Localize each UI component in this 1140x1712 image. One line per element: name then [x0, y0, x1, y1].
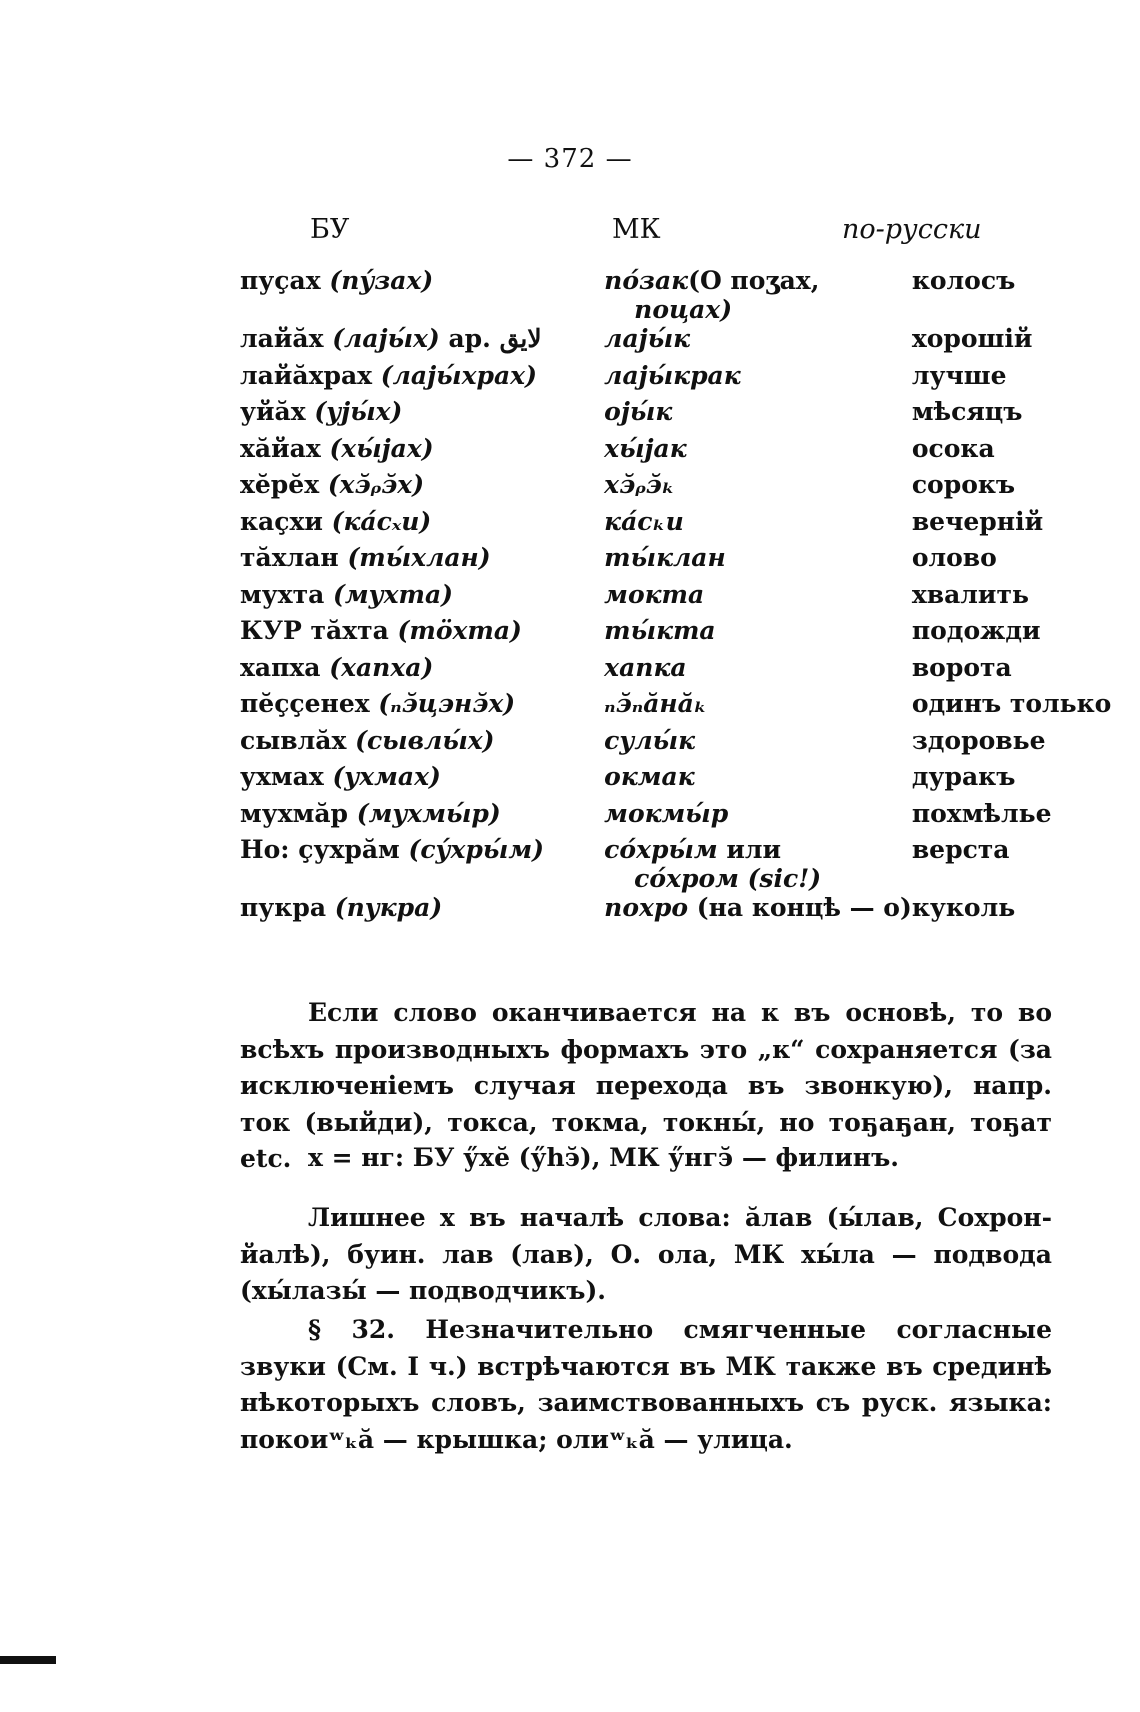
- table-row: [240, 507, 1140, 544]
- cell-russian: вечерній: [911, 506, 1044, 536]
- table-row: [240, 653, 1140, 690]
- mk-word: хапка: [604, 652, 687, 682]
- mk-word: похро: [604, 893, 689, 922]
- cell-russian: хорошій: [911, 324, 1033, 353]
- cell-russian: верста: [911, 835, 1010, 864]
- mk-note: или: [717, 835, 782, 864]
- table-row: [240, 580, 1140, 617]
- bu-word: мухмӑр: [240, 798, 349, 828]
- cell-russian: мѣсяцъ: [911, 397, 1023, 426]
- cell-mk: [604, 835, 912, 893]
- header-russian: по-русски: [842, 214, 982, 245]
- bu-word: пукра: [240, 893, 327, 922]
- table-row: [240, 434, 1140, 471]
- cell-bu: [240, 507, 604, 544]
- cell-mk: [604, 653, 912, 690]
- mk-word: ты́кта: [604, 616, 716, 645]
- page-number: — 372 —: [507, 144, 633, 174]
- table-row: [240, 266, 1140, 324]
- bu-word: каçхи: [240, 506, 323, 536]
- bu-word: сывлӑх: [240, 725, 347, 755]
- cell-mk: [604, 397, 912, 434]
- bu-word: КУР тӑхта: [240, 616, 389, 645]
- bu-word: хапха: [240, 652, 321, 682]
- lexicon-table: [240, 266, 1140, 930]
- bu-transcription: (уjы́х): [314, 397, 403, 426]
- cell-bu: [240, 799, 604, 836]
- cell-bu: [240, 689, 604, 726]
- mk-word: ка́сₖи: [604, 506, 684, 536]
- table-row: [240, 543, 1140, 580]
- cell-mk: [604, 799, 912, 836]
- mk-note: (на концѣ — о): [688, 893, 912, 922]
- table-row: [240, 397, 1140, 434]
- cell-mk: [604, 266, 912, 324]
- cell-russian: дуракъ: [911, 762, 1016, 791]
- cell-mk: [604, 324, 912, 361]
- mk-word: мокмы́р: [604, 798, 729, 828]
- cell-russian: лучше: [911, 360, 1007, 390]
- margin-mark: [0, 1656, 56, 1664]
- cell-bu: [240, 434, 604, 471]
- cell-mk: [604, 434, 912, 471]
- table-row: [240, 893, 1140, 930]
- cell-mk: [604, 470, 912, 507]
- cell-russian: олово: [911, 543, 997, 572]
- table-row: [240, 726, 1140, 763]
- mk-word: сулы́к: [604, 725, 696, 755]
- cell-mk: [604, 507, 912, 544]
- cell-bu: [240, 762, 604, 799]
- mk-note: (О поӡах,: [688, 266, 820, 295]
- cell-bu: [240, 653, 604, 690]
- bu-word: ухмах: [240, 762, 324, 791]
- paragraph-x-ng: [240, 1140, 1052, 1177]
- paragraph-section-32: [240, 1312, 1052, 1458]
- paragraph-text: х = нг: БУ ӳхӗ (ӳhэ̆), МК ӳнгэ̆ — филинъ.: [308, 1143, 899, 1172]
- cell-bu: [240, 470, 604, 507]
- bu-word: пуçах: [240, 266, 321, 295]
- cell-mk: [604, 361, 912, 398]
- mk-word: хы́jак: [604, 433, 687, 463]
- bu-transcription: (ухмах): [332, 762, 441, 791]
- bu-transcription: (су́хры́м): [408, 835, 544, 864]
- mk-word: ₙэ̆ₙӑнӑₖ: [604, 689, 707, 718]
- cell-russian: колосъ: [911, 266, 1016, 295]
- paragraph-initial-x: [240, 1200, 1052, 1310]
- bu-word: хӗрӗх: [240, 470, 320, 499]
- cell-mk: [604, 616, 912, 653]
- cell-mk: [604, 689, 912, 726]
- cell-bu: [240, 397, 604, 434]
- table-row: [240, 361, 1140, 398]
- bu-transcription: (пу́зах): [329, 266, 434, 295]
- bu-transcription: (мухмы́р): [356, 798, 501, 828]
- bu-transcription: (хапха): [329, 652, 434, 682]
- bu-transcription: (сывлы́х): [355, 725, 495, 755]
- bu-etymology: ар. لايق: [448, 324, 542, 353]
- cell-bu: [240, 324, 604, 361]
- cell-mk: [604, 543, 912, 580]
- mk-word: лаjы́крак: [604, 360, 741, 390]
- bu-transcription: (пукра): [334, 893, 443, 922]
- table-row: [240, 470, 1140, 507]
- cell-russian: одинъ только: [911, 689, 1112, 718]
- mk-note-continued: со́хром (sic!): [634, 864, 822, 893]
- bu-transcription: (хы́jах): [329, 433, 434, 463]
- cell-russian: здоровье: [911, 725, 1046, 755]
- table-row: [240, 762, 1140, 799]
- cell-bu: [240, 616, 604, 653]
- mk-word: оjы́к: [604, 397, 673, 426]
- table-row: [240, 616, 1140, 653]
- table-row: [240, 835, 1140, 893]
- cell-bu: [240, 543, 604, 580]
- bu-word: лайӑхрах: [240, 360, 373, 390]
- mk-word: окмак: [604, 762, 695, 791]
- mk-word: лаjы́к: [604, 324, 691, 353]
- cell-mk: [604, 762, 912, 799]
- cell-russian: хвалить: [911, 579, 1029, 609]
- cell-mk: [604, 580, 912, 617]
- cell-mk: [604, 726, 912, 763]
- table-row: [240, 799, 1140, 836]
- bu-word: хӑйах: [240, 433, 321, 463]
- header-mk: МК: [612, 214, 661, 245]
- bu-word: пӗҫҫенех: [240, 689, 370, 718]
- paragraph-text: § 32. Незначительно смягченные согласные звуки (См. I ч.) встрѣчаются въ МК также въ срединѣ нѣкоторыхъ словъ, заимствованныхъ съ руск. языка: покоиʷₖӑ — крышка; олиʷₖӑ — улица.: [240, 1315, 1052, 1454]
- mk-word: ты́клан: [604, 543, 726, 572]
- bu-transcription: (лаjы́х): [332, 324, 440, 353]
- cell-bu: [240, 580, 604, 617]
- bu-transcription: (ты́хлан): [347, 543, 491, 572]
- header-bu: БУ: [310, 214, 350, 245]
- mk-word: по́зак: [604, 266, 689, 295]
- cell-russian: куколь: [911, 893, 1016, 922]
- cell-russian: ворота: [911, 652, 1012, 682]
- cell-mk: [604, 893, 912, 930]
- cell-russian: осока: [911, 433, 995, 463]
- bu-word: Но: çухрӑм: [240, 835, 400, 864]
- mk-word: со́хры́м: [604, 835, 718, 864]
- cell-bu: [240, 835, 604, 893]
- bu-word: тӑхлан: [240, 543, 339, 572]
- cell-bu: [240, 266, 604, 324]
- table-row: [240, 689, 1140, 726]
- bu-transcription: (ₙэ̆цэнэ̆х): [378, 689, 516, 718]
- cell-russian: сорокъ: [911, 470, 1016, 499]
- paragraph-text: Лишнее х въ началѣ слова: ӑлав (ы́лав, Сохрон-йалѣ), буин. лав (лав), О. ола, МК хы́ла — подвода (хы́лазы́ — подводчикъ).: [240, 1203, 1052, 1305]
- bu-transcription: (мухта): [333, 579, 453, 609]
- bu-transcription: (лаjы́храх): [380, 360, 537, 390]
- bu-word: уйӑх: [240, 397, 306, 426]
- mk-word: хэ̆ᵨэ̆ₖ: [604, 470, 675, 499]
- cell-bu: [240, 726, 604, 763]
- bu-word: лайӑх: [240, 324, 324, 353]
- table-row: [240, 324, 1140, 361]
- cell-russian: похмѣлье: [911, 798, 1052, 828]
- bu-word: мухта: [240, 579, 325, 609]
- bu-transcription: (ка́сₓи): [331, 506, 432, 536]
- cell-bu: [240, 893, 604, 930]
- mk-note-continued: поцах): [634, 295, 733, 324]
- bu-transcription: (тӧхта): [397, 616, 522, 645]
- paragraph-text: Если слово оканчивается на к въ основѣ, то во всѣхъ производныхъ формахъ это „к“ сохраняется (за исключеніемъ случая перехода въ звонкую), напр. ток (выйди), токса, токма, токны́, но тоҕаҕан, тоҕат etc.: [240, 998, 1052, 1173]
- mk-word: мокта: [604, 579, 705, 609]
- bu-transcription: (хэ̆ᵨэ̆х): [327, 470, 425, 499]
- cell-bu: [240, 361, 604, 398]
- column-headers: [0, 214, 1140, 254]
- cell-russian: подожди: [911, 616, 1041, 645]
